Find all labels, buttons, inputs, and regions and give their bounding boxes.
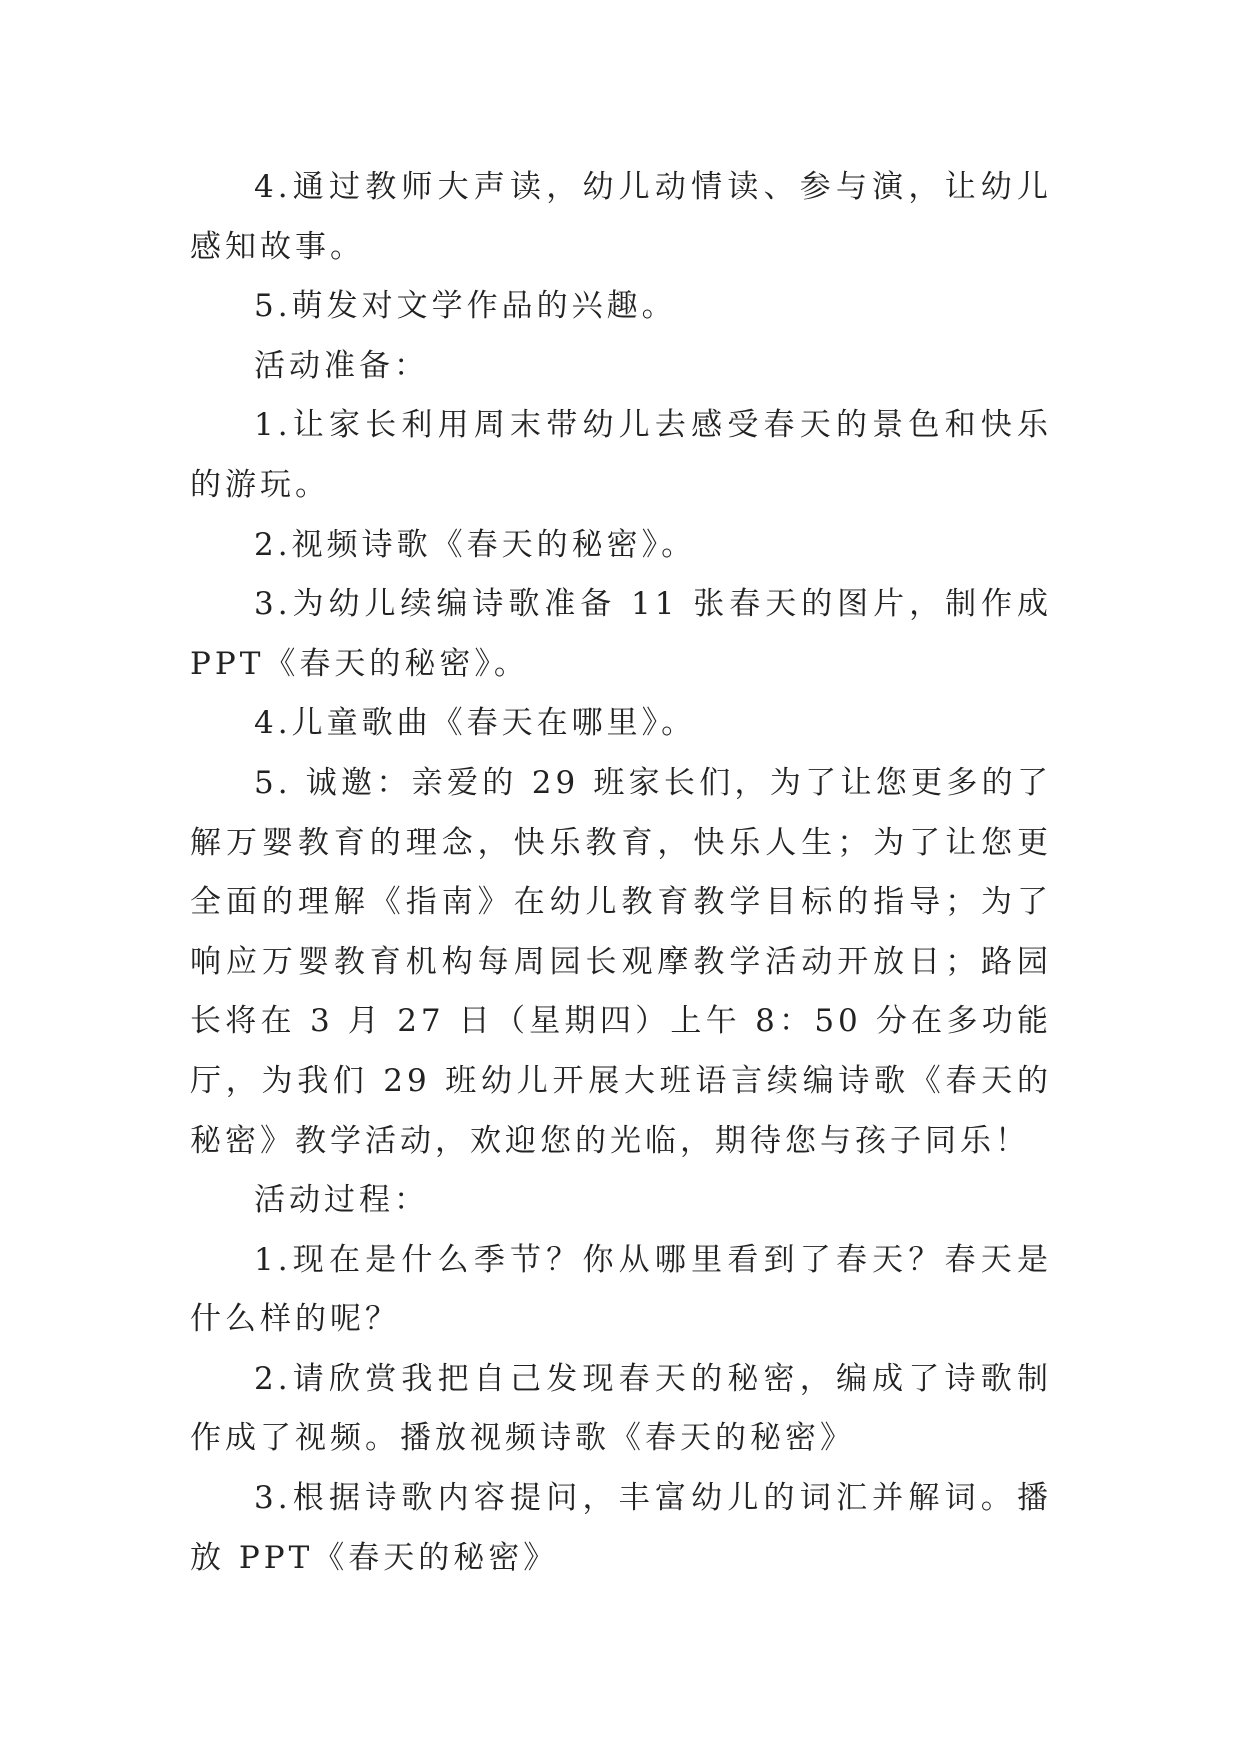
document-body — [190, 158, 1052, 1588]
paragraph-process-2: 2.请欣赏我把自己发现春天的秘密，编成了诗歌制作成了视频。播放视频诗歌《春天的秘密》 — [190, 1360, 1052, 1457]
paragraph-objective-5: 5.萌发对文学作品的兴趣。 — [254, 288, 677, 325]
paragraph-process-3: 3.根据诗歌内容提问，丰富幼儿的词汇并解词。播放 PPT《春天的秘密》 — [190, 1480, 1052, 1576]
paragraph-preparation-3: 3.为幼儿续编诗歌准备 11 张春天的图片，制作成 PPT《春天的秘密》。 — [190, 586, 1052, 682]
section-heading-preparation: 活动准备： — [254, 347, 429, 384]
paragraph-preparation-4: 4.儿童歌曲《春天在哪里》。 — [254, 705, 697, 742]
section-heading-process: 活动过程： — [254, 1182, 429, 1219]
paragraph-objective-4: 4.通过教师大声读，幼儿动情读、参与演，让幼儿感知故事。 — [190, 169, 1052, 265]
paragraph-process-1: 1.现在是什么季节？你从哪里看到了春天？春天是什么样的呢？ — [190, 1241, 1052, 1338]
paragraph-preparation-2: 2.视频诗歌《春天的秘密》。 — [254, 526, 697, 563]
paragraph-preparation-5: 5. 诚邀：亲爱的 29 班家长们，为了让您更多的了解万婴教育的理念，快乐教育，快乐人生；为了让您更全面的理解《指南》在幼儿教育教学目标的指导；为了响应万婴教育机构每周园长观摩教学活动开放日；路园长将在 3 月 27 日（星期四）上午 8：50 分在多功能厅，为我们 29 班幼儿开展大班语言续编诗歌《春天的秘密》教学活动，欢迎您的光临，期待您与孩子同乐！ — [190, 764, 1052, 1159]
paragraph-preparation-1: 1.让家长利用周末带幼儿去感受春天的景色和快乐的游玩。 — [190, 407, 1052, 503]
